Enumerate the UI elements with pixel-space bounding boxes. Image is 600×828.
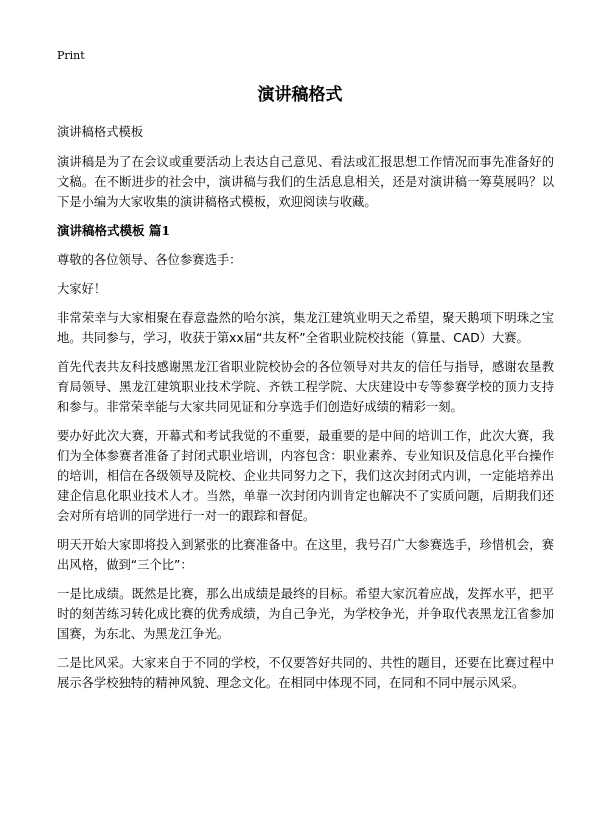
document-body xyxy=(57,122,554,702)
paragraph-training: 要办好此次大赛，开幕式和考试我觉的不重要，最重要的是中间的培训工作，此次大赛，我们为全体参赛者准备了封闭式职业培训，内容包含：职业素养、专业知识及信息化平台操作的培训，相信在各级领导及院校、企业共同努力之下，我们这次封闭式内训，一定能培养出建企信息化职业技术人才。当然，单靠一次封闭内训肯定也解决不了实质问题，后期我们还会对所有培训的同学进行一对一的跟踪和督促。 xyxy=(57,429,554,523)
paragraph-point-one: 一是比成绩。既然是比赛，那么出成绩是最终的目标。希望大家沉着应战，发挥水平，把平时的刻苦练习转化成比赛的优秀成绩，为自己争光，为学校争光，并争取代表黑龙江省参加国赛，为东北、为黑龙江争光。 xyxy=(57,587,554,641)
paragraph-thanks: 首先代表共友科技感谢黑龙江省职业院校协会的各位领导对共友的信任与指导，感谢农垦教育局领导、黑龙江建筑职业技术学院、齐铁工程学院、大庆建设中专等参赛学校的顶力支持和参与。非常荣幸能与大家共同见证和分享选手们创造好成绩的精彩一刻。 xyxy=(57,360,554,414)
paragraph-salutation: 尊敬的各位领导、各位参赛选手： xyxy=(57,253,242,267)
paragraph-call-to-action: 明天开始大家即将投入到紧张的比赛准备中。在这里，我号召广大参赛选手，珍惜机会，赛出风格，做到“三个比”： xyxy=(57,538,554,572)
section-heading-number: 1 xyxy=(161,223,171,238)
intro-paragraph: 演讲稿是为了在会议或重要活动上表达自己意见、看法或汇报思想工作情况而事先准备好的文稿。在不断进步的社会中，演讲稿与我们的生活息息相关，还是对演讲稿一筹莫展吗？以下是小编为大家收集的演讲稿格式模板，欢迎阅读与收藏。 xyxy=(57,155,554,209)
section-heading xyxy=(57,221,554,241)
print-link[interactable]: Print xyxy=(57,49,85,62)
paragraph-welcome: 非常荣幸与大家相聚在春意盎然的哈尔滨，集龙江建筑业明天之希望，聚天鹅项下明珠之宝地。共同参与，学习，收获于第xx届“共友杯”全省职业院校技能（算量、CAD）大赛。 xyxy=(57,311,554,345)
document-title: 演讲稿格式 xyxy=(257,85,343,105)
paragraph-point-two: 二是比风采。大家来自于不同的学校，不仅要答好共同的、共性的题目，还要在比赛过程中展示各学校独特的精神风貌、理念文化。在相同中体现不同，在同和不同中展示风采。 xyxy=(57,656,554,690)
paragraph-greeting: 大家好！ xyxy=(57,282,107,296)
section-heading-text: 演讲稿格式模板 篇 xyxy=(57,223,162,238)
document-subtitle: 演讲稿格式模板 xyxy=(57,125,144,139)
